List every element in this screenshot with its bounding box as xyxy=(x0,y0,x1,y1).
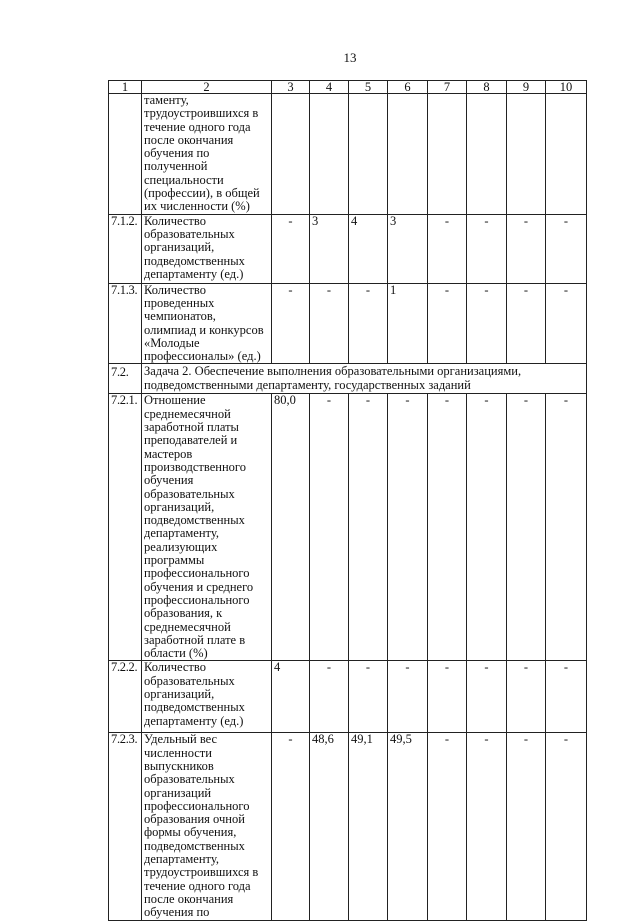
table-row xyxy=(109,214,587,283)
value-cell: - xyxy=(428,394,467,661)
header-row xyxy=(109,81,587,94)
value-cell: 48,6 xyxy=(310,733,349,920)
value-cell: - xyxy=(467,733,507,920)
value-cell: - xyxy=(388,394,428,661)
column-header: 10 xyxy=(546,81,587,94)
value-cell: - xyxy=(272,283,310,364)
value-cell: 49,5 xyxy=(388,733,428,920)
value-cell xyxy=(272,94,310,215)
column-header: 8 xyxy=(467,81,507,94)
value-cell: - xyxy=(507,394,546,661)
page-number: 13 xyxy=(343,50,357,65)
column-header: 5 xyxy=(349,81,388,94)
value-cell: - xyxy=(467,394,507,661)
column-header: 4 xyxy=(310,81,349,94)
value-cell: - xyxy=(507,214,546,283)
value-cell: - xyxy=(428,661,467,733)
column-header: 9 xyxy=(507,81,546,94)
value-cell: 3 xyxy=(388,214,428,283)
indicator-name: Отношение среднемесячной заработной платы преподавателей и мастеров производственного обучения образовательных организаций, подведомственных департаменту, реализующих программы профессионального обучения и среднего профессионального образования, к среднемесячной заработной плате в области (%) xyxy=(142,394,272,661)
value-cell: - xyxy=(349,283,388,364)
column-header: 7 xyxy=(428,81,467,94)
indicator-name: таменту, трудоустроившихся в течение одного года после окончания обучения по полученной специальности (профессии), в общей их численности (%) xyxy=(142,94,272,215)
row-number: 7.2.1. xyxy=(109,394,142,661)
value-cell: - xyxy=(388,661,428,733)
value-cell: - xyxy=(467,283,507,364)
value-cell xyxy=(546,94,587,215)
value-cell: 3 xyxy=(310,214,349,283)
value-cell: - xyxy=(428,283,467,364)
value-cell: - xyxy=(467,661,507,733)
indicator-name: Количество проведенных чемпионатов, олимпиад и конкурсов «Молодые профессионалы» (ед.) xyxy=(142,283,272,364)
column-header: 1 xyxy=(109,81,142,94)
value-cell: - xyxy=(349,661,388,733)
value-cell xyxy=(310,94,349,215)
value-cell xyxy=(507,94,546,215)
value-cell: 4 xyxy=(272,661,310,733)
table-row xyxy=(109,394,587,661)
value-cell: - xyxy=(428,733,467,920)
row-number: 7.2.2. xyxy=(109,661,142,733)
value-cell: - xyxy=(272,733,310,920)
row-number: 7.2.3. xyxy=(109,733,142,920)
row-number: 7.1.3. xyxy=(109,283,142,364)
row-number: 7.2. xyxy=(109,364,142,394)
value-cell: - xyxy=(467,214,507,283)
value-cell: - xyxy=(310,283,349,364)
table-row xyxy=(109,94,587,215)
table-row xyxy=(109,733,587,920)
value-cell: - xyxy=(546,661,587,733)
value-cell: - xyxy=(310,661,349,733)
value-cell: 49,1 xyxy=(349,733,388,920)
table-row xyxy=(109,661,587,733)
value-cell: - xyxy=(349,394,388,661)
value-cell: - xyxy=(507,661,546,733)
column-header: 6 xyxy=(388,81,428,94)
value-cell xyxy=(467,94,507,215)
value-cell: - xyxy=(546,733,587,920)
value-cell: 80,0 xyxy=(272,394,310,661)
task-title: Задача 2. Обеспечение выполнения образовательными организациями, подведомственными департаменту, государственных заданий xyxy=(142,364,587,394)
row-number: 7.1.2. xyxy=(109,214,142,283)
indicator-name: Удельный вес численности выпускников образовательных организаций профессионального образования очной формы обучения, подведомственных департаменту, трудоустроившихся в течение одного года после окончания обучения по xyxy=(142,733,272,920)
value-cell: - xyxy=(428,214,467,283)
value-cell: - xyxy=(546,283,587,364)
value-cell: - xyxy=(546,214,587,283)
value-cell: 4 xyxy=(349,214,388,283)
value-cell xyxy=(388,94,428,215)
value-cell: - xyxy=(272,214,310,283)
indicator-name: Количество образовательных организаций, подведомственных департаменту (ед.) xyxy=(142,661,272,733)
value-cell: - xyxy=(546,394,587,661)
task-row xyxy=(109,364,587,394)
value-cell xyxy=(428,94,467,215)
value-cell: - xyxy=(507,733,546,920)
table-row xyxy=(109,283,587,364)
indicator-name: Количество образовательных организаций, подведомственных департаменту (ед.) xyxy=(142,214,272,283)
indicator-table xyxy=(108,80,587,921)
value-cell: - xyxy=(507,283,546,364)
column-header: 3 xyxy=(272,81,310,94)
column-header: 2 xyxy=(142,81,272,94)
value-cell xyxy=(349,94,388,215)
value-cell: 1 xyxy=(388,283,428,364)
row-number xyxy=(109,94,142,215)
value-cell: - xyxy=(310,394,349,661)
